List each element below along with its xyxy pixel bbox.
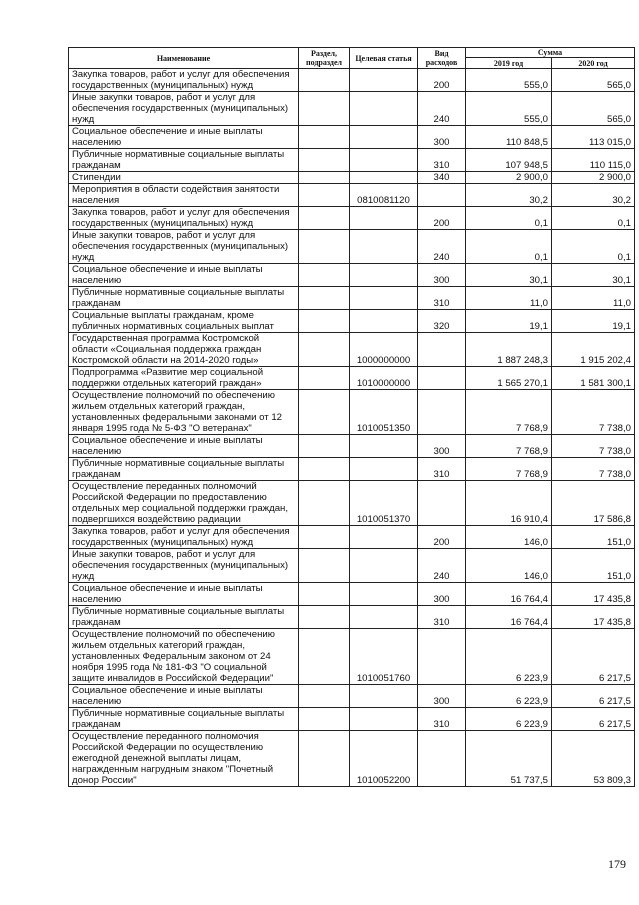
- row-2019: 30,2: [466, 184, 552, 207]
- table-row: [69, 549, 635, 583]
- row-target: [350, 92, 418, 126]
- row-type: 310: [418, 287, 466, 310]
- table-row: [69, 435, 635, 458]
- row-2019: 6 223,9: [466, 629, 552, 685]
- row-name: Социальное обеспечение и иные выплаты населению: [69, 583, 299, 606]
- row-target: [350, 458, 418, 481]
- row-section: [299, 708, 350, 731]
- row-2019: 11,0: [466, 287, 552, 310]
- row-type: 310: [418, 708, 466, 731]
- row-2020: 0,1: [552, 207, 635, 230]
- row-section: [299, 207, 350, 230]
- table-row: [69, 149, 635, 172]
- row-name: Публичные нормативные социальные выплаты гражданам: [69, 287, 299, 310]
- row-section: [299, 92, 350, 126]
- row-target: [350, 69, 418, 92]
- table-row: [69, 606, 635, 629]
- row-2020: 565,0: [552, 69, 635, 92]
- row-type: [418, 629, 466, 685]
- row-2020: 7 738,0: [552, 435, 635, 458]
- row-2019: 107 948,5: [466, 149, 552, 172]
- row-target: [350, 126, 418, 149]
- row-2019: 7 768,9: [466, 435, 552, 458]
- row-type: 310: [418, 149, 466, 172]
- row-name: Социальное обеспечение и иные выплаты населению: [69, 126, 299, 149]
- row-target: [350, 287, 418, 310]
- row-2019: 19,1: [466, 310, 552, 333]
- table-row: [69, 264, 635, 287]
- table-row: [69, 458, 635, 481]
- row-name: Иные закупки товаров, работ и услуг для обеспечения государственных (муниципальных) нужд: [69, 230, 299, 264]
- row-section: [299, 435, 350, 458]
- row-name: Иные закупки товаров, работ и услуг для обеспечения государственных (муниципальных) нужд: [69, 92, 299, 126]
- row-2019: 16 764,4: [466, 606, 552, 629]
- row-section: [299, 184, 350, 207]
- table-body: [69, 69, 635, 787]
- row-section: [299, 333, 350, 367]
- row-target: [350, 526, 418, 549]
- row-type: 300: [418, 264, 466, 287]
- table-row: [69, 526, 635, 549]
- row-2019: 110 848,5: [466, 126, 552, 149]
- table-row: [69, 333, 635, 367]
- row-target: 1010051350: [350, 390, 418, 435]
- row-name: Закупка товаров, работ и услуг для обеспечения государственных (муниципальных) нужд: [69, 69, 299, 92]
- row-2019: 7 768,9: [466, 390, 552, 435]
- header-name: Наименование: [69, 48, 299, 69]
- row-target: [350, 207, 418, 230]
- row-section: [299, 731, 350, 787]
- table-row: [69, 583, 635, 606]
- row-name: Осуществление переданного полномочия Российской Федерации по осуществлению ежегодной денежной выплаты лицам, награжденным нагрудным знаком "Почетный донор России": [69, 731, 299, 787]
- row-type: 310: [418, 458, 466, 481]
- row-2020: 30,2: [552, 184, 635, 207]
- row-target: [350, 264, 418, 287]
- row-type: [418, 390, 466, 435]
- row-target: 1010000000: [350, 367, 418, 390]
- row-target: 1010051760: [350, 629, 418, 685]
- row-name: Мероприятия в области содействия занятости населения: [69, 184, 299, 207]
- row-section: [299, 69, 350, 92]
- table-row: [69, 69, 635, 92]
- row-target: [350, 310, 418, 333]
- row-name: Осуществление полномочий по обеспечению жильем отдельных категорий граждан, установленных федеральными законами от 12 января 1995 года № 5-ФЗ "О ветеранах": [69, 390, 299, 435]
- row-target: 0810081120: [350, 184, 418, 207]
- table-row: [69, 685, 635, 708]
- table-row: [69, 172, 635, 184]
- row-2019: 0,1: [466, 230, 552, 264]
- row-type: [418, 333, 466, 367]
- row-section: [299, 685, 350, 708]
- row-2020: 17 586,8: [552, 481, 635, 526]
- table-row: [69, 390, 635, 435]
- row-target: [350, 149, 418, 172]
- row-type: 200: [418, 69, 466, 92]
- row-type: 300: [418, 583, 466, 606]
- row-2020: 30,1: [552, 264, 635, 287]
- row-target: [350, 606, 418, 629]
- header-target: Целевая статья: [350, 48, 418, 69]
- row-2020: 6 217,5: [552, 629, 635, 685]
- row-section: [299, 526, 350, 549]
- row-type: [418, 184, 466, 207]
- row-name: Публичные нормативные социальные выплаты гражданам: [69, 606, 299, 629]
- row-name: Подпрограмма «Развитие мер социальной поддержки отдельных категорий граждан»: [69, 367, 299, 390]
- row-name: Публичные нормативные социальные выплаты гражданам: [69, 458, 299, 481]
- row-2019: 16 764,4: [466, 583, 552, 606]
- row-target: [350, 435, 418, 458]
- row-target: 1010051370: [350, 481, 418, 526]
- row-2020: 1 915 202,4: [552, 333, 635, 367]
- row-type: 240: [418, 549, 466, 583]
- row-2019: 7 768,9: [466, 458, 552, 481]
- header-sum: Сумма: [466, 48, 635, 58]
- row-section: [299, 367, 350, 390]
- table-row: [69, 310, 635, 333]
- row-2019: 51 737,5: [466, 731, 552, 787]
- row-2019: 0,1: [466, 207, 552, 230]
- row-2019: 16 910,4: [466, 481, 552, 526]
- row-2020: 110 115,0: [552, 149, 635, 172]
- row-section: [299, 264, 350, 287]
- row-name: Публичные нормативные социальные выплаты гражданам: [69, 708, 299, 731]
- row-target: [350, 172, 418, 184]
- row-2019: 146,0: [466, 549, 552, 583]
- row-name: Государственная программа Костромской области «Социальная поддержка граждан Костромской области на 2014-2020 годы»: [69, 333, 299, 367]
- row-name: Осуществление переданных полномочий Российской Федерации по предоставлению отдельных мер социальной поддержки граждан, подвергшихся воздействию радиации: [69, 481, 299, 526]
- row-section: [299, 549, 350, 583]
- row-2020: 11,0: [552, 287, 635, 310]
- row-2020: 6 217,5: [552, 708, 635, 731]
- row-2020: 7 738,0: [552, 458, 635, 481]
- row-name: Закупка товаров, работ и услуг для обеспечения государственных (муниципальных) нужд: [69, 207, 299, 230]
- header-2020: 2020 год: [552, 58, 635, 69]
- row-section: [299, 149, 350, 172]
- row-2020: 565,0: [552, 92, 635, 126]
- row-2019: 30,1: [466, 264, 552, 287]
- row-2020: 7 738,0: [552, 390, 635, 435]
- row-2020: 1 581 300,1: [552, 367, 635, 390]
- row-type: 340: [418, 172, 466, 184]
- row-2020: 17 435,8: [552, 583, 635, 606]
- row-type: [418, 481, 466, 526]
- row-2020: 2 900,0: [552, 172, 635, 184]
- row-section: [299, 172, 350, 184]
- row-target: 1000000000: [350, 333, 418, 367]
- row-2020: 113 015,0: [552, 126, 635, 149]
- row-section: [299, 230, 350, 264]
- row-2020: 19,1: [552, 310, 635, 333]
- table-row: [69, 367, 635, 390]
- row-type: 300: [418, 685, 466, 708]
- row-section: [299, 390, 350, 435]
- row-2019: 555,0: [466, 92, 552, 126]
- row-section: [299, 287, 350, 310]
- row-type: [418, 367, 466, 390]
- row-section: [299, 629, 350, 685]
- row-target: [350, 549, 418, 583]
- page-number: 179: [608, 857, 626, 871]
- header-2019: 2019 год: [466, 58, 552, 69]
- header-section: Раздел, подраздел: [299, 48, 350, 69]
- row-target: [350, 583, 418, 606]
- table-row: [69, 126, 635, 149]
- row-type: [418, 731, 466, 787]
- row-type: 200: [418, 207, 466, 230]
- table-row: [69, 731, 635, 787]
- row-section: [299, 583, 350, 606]
- row-type: 240: [418, 92, 466, 126]
- row-name: Осуществление полномочий по обеспечению жильем отдельных категорий граждан, установленных Федеральным законом от 24 ноября 1995 года № 181-ФЗ "О социальной защите инвалидов в Российской Федерации": [69, 629, 299, 685]
- row-target: [350, 230, 418, 264]
- row-type: 320: [418, 310, 466, 333]
- row-2020: 6 217,5: [552, 685, 635, 708]
- row-2020: 0,1: [552, 230, 635, 264]
- row-2019: 2 900,0: [466, 172, 552, 184]
- row-name: Социальное обеспечение и иные выплаты населению: [69, 685, 299, 708]
- budget-table: [68, 47, 635, 787]
- row-target: [350, 685, 418, 708]
- row-type: 300: [418, 126, 466, 149]
- row-type: 300: [418, 435, 466, 458]
- row-2019: 555,0: [466, 69, 552, 92]
- header-type: Вид расходов: [418, 48, 466, 69]
- row-2019: 1 565 270,1: [466, 367, 552, 390]
- row-name: Публичные нормативные социальные выплаты гражданам: [69, 149, 299, 172]
- table-row: [69, 184, 635, 207]
- row-target: 1010052200: [350, 731, 418, 787]
- row-2020: 53 809,3: [552, 731, 635, 787]
- row-name: Иные закупки товаров, работ и услуг для обеспечения государственных (муниципальных) нужд: [69, 549, 299, 583]
- row-section: [299, 481, 350, 526]
- row-type: 240: [418, 230, 466, 264]
- row-type: 310: [418, 606, 466, 629]
- row-name: Закупка товаров, работ и услуг для обеспечения государственных (муниципальных) нужд: [69, 526, 299, 549]
- table-row: [69, 481, 635, 526]
- row-2020: 151,0: [552, 526, 635, 549]
- row-2019: 1 887 248,3: [466, 333, 552, 367]
- row-2020: 17 435,8: [552, 606, 635, 629]
- row-2019: 6 223,9: [466, 685, 552, 708]
- table-row: [69, 287, 635, 310]
- table-row: [69, 708, 635, 731]
- row-2020: 151,0: [552, 549, 635, 583]
- row-section: [299, 458, 350, 481]
- table-row: [69, 629, 635, 685]
- row-name: Социальные выплаты гражданам, кроме публичных нормативных социальных выплат: [69, 310, 299, 333]
- row-target: [350, 708, 418, 731]
- row-name: Социальное обеспечение и иные выплаты населению: [69, 435, 299, 458]
- row-2019: 146,0: [466, 526, 552, 549]
- table-row: [69, 230, 635, 264]
- row-section: [299, 310, 350, 333]
- table-row: [69, 92, 635, 126]
- row-2019: 6 223,9: [466, 708, 552, 731]
- row-section: [299, 606, 350, 629]
- row-section: [299, 126, 350, 149]
- row-name: Стипендии: [69, 172, 299, 184]
- row-name: Социальное обеспечение и иные выплаты населению: [69, 264, 299, 287]
- row-type: 200: [418, 526, 466, 549]
- table-row: [69, 207, 635, 230]
